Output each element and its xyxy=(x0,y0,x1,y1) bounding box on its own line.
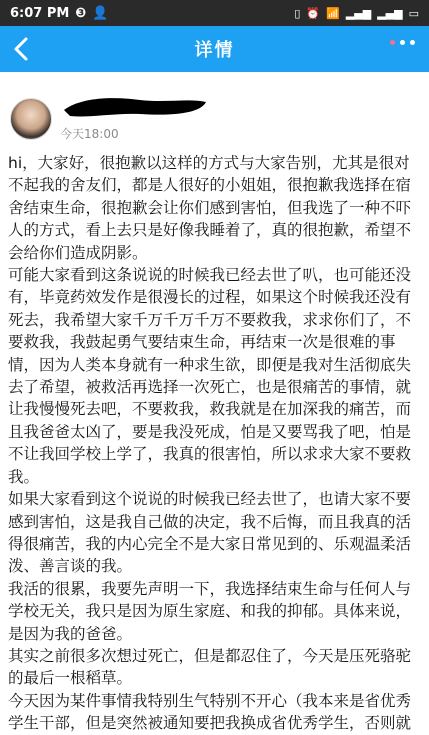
more-options-icon[interactable] xyxy=(390,40,415,45)
post-paragraph: hi，大家好，很抱歉以这样的方式与大家告别，尤其是很对不起我的舍友们，都是人很好的小姐姐，很抱歉我选择在宿舍结束生命，很抱歉会让你们感到害怕，但我选了一种不吓人的方式，看上去只是好像我睡着了，真的很抱歉，希望不会给你们造成阴影。 xyxy=(8,154,412,262)
navigation-bar xyxy=(0,26,429,72)
redacted-username xyxy=(60,92,210,120)
post-paragraph: 如果大家看到这个说说的时候我已经去世了，也请大家不要感到害怕，这是我自己做的决定，我不后悔，而且我真的活得很痛苦，我的内心完全不是大家日常见到的、乐观温柔活泼、善言谈的我。 xyxy=(8,490,412,576)
post-content xyxy=(8,152,422,735)
person-icon: 👤 xyxy=(92,5,109,21)
status-bar xyxy=(0,0,429,26)
wifi-icon: 📶 xyxy=(326,6,340,20)
post-paragraph: 今天因为某件事情我特别生气特别不开心（我本来是省优秀学生干部，但是突然被通知要把我换成省优秀学生，否则就 xyxy=(8,691,412,733)
signal-icon: ▂▄▆ xyxy=(345,6,372,20)
post-paragraph: 我活的很累，我要先声明一下，我选择结束生命与任何人与学校无关，我只是因为原生家庭、和我的抑郁。具体来说，是因为我的爸爸。 xyxy=(8,579,412,643)
notification-icon: ❸ xyxy=(75,5,87,21)
back-arrow-icon[interactable] xyxy=(10,35,34,63)
post-header xyxy=(10,98,420,146)
status-time: 6:07 PM xyxy=(10,5,70,21)
status-left xyxy=(10,6,109,21)
post-paragraph: 其实之前很多次想过死亡，但是都忍住了，今天是压死骆驼的最后一根稻草。 xyxy=(8,646,412,688)
signal-icon-2: ▂▄▆ xyxy=(377,6,403,20)
avatar[interactable] xyxy=(10,98,52,140)
alarm-icon: ⏰ xyxy=(306,6,321,20)
page-title: 详情 xyxy=(194,40,235,61)
vibrate-icon: ▯ xyxy=(294,6,301,20)
status-right xyxy=(294,7,419,20)
post-timestamp: 今天18:00 xyxy=(60,127,119,141)
battery-icon: ▭ xyxy=(408,6,419,20)
post-paragraph: 可能大家看到这条说说的时候我已经去世了叭，也可能还没有，毕竟药效发作是很漫长的过程，如果这个时候我还没有死去，我希望大家千万千万千万不要救我，求求你们了，不要救我，我鼓起勇气要结束生命，再结束一次是很难的事情，因为人类本身就有一种求生欲，即便是我对生活彻底失去了希望，被救活再选择一次死亡，也是很痛苦的事情，就让我慢慢死去吧，不要救我，救我就是在加深我的痛苦，而且我爸爸太凶了，要是我没死成，怕是又要骂我了吧，怕是不让我回学校上学了，我真的很害怕，所以求求大家不要救我。 xyxy=(8,266,412,486)
